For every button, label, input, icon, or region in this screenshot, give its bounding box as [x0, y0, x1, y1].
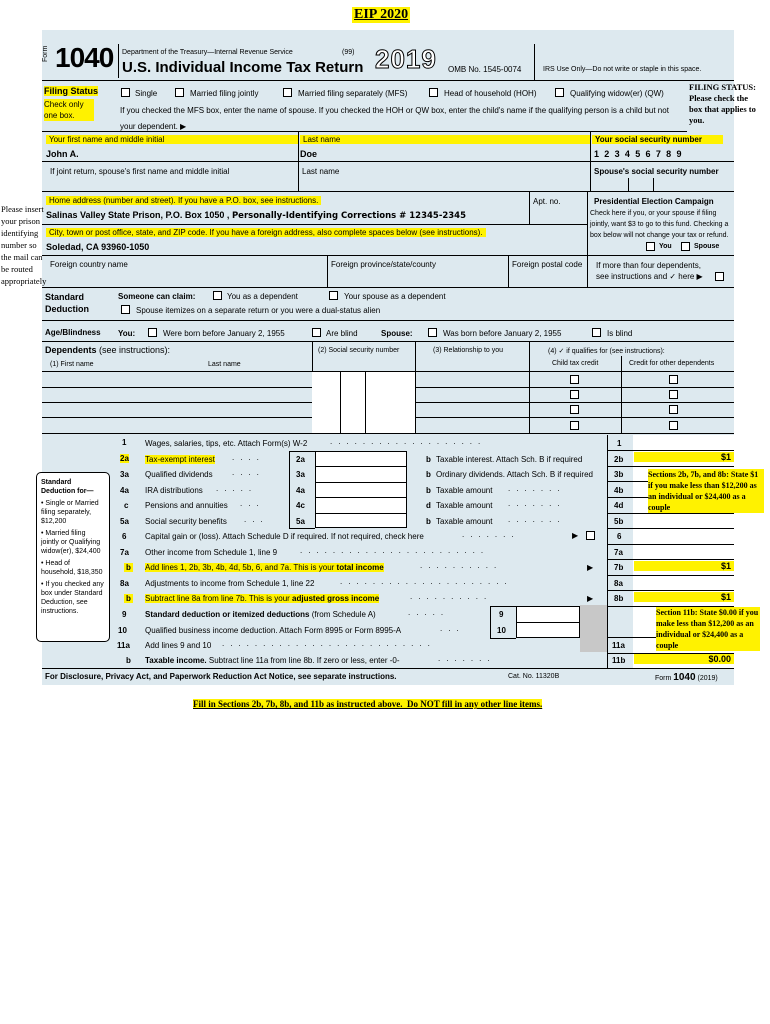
first-name-value[interactable]: John A. — [46, 149, 79, 159]
line-1-box: 1 — [617, 439, 622, 448]
spouse-blind-checkbox[interactable] — [592, 328, 601, 337]
ssn-value[interactable]: 1 2 3 4 5 6 7 8 9 — [594, 149, 683, 159]
dependent-row[interactable] — [312, 372, 415, 433]
last-name-value[interactable]: Doe — [300, 149, 318, 159]
line-5a-box: 5a — [296, 517, 305, 526]
line-11a-box: 11a — [612, 641, 625, 650]
home-address-value[interactable] — [46, 210, 466, 221]
line-8a-text: Adjustments to income from Schedule 1, line 22 — [145, 579, 315, 588]
line-5a-text: Social security benefits — [145, 517, 227, 526]
section-11b-note: Section 11b: State $0.00 if you make less than $12,200 as an individual or $24,400 as a couple — [656, 608, 759, 650]
line-7a-box: 7a — [614, 548, 623, 557]
married-jointly-label: Married filing jointly — [190, 89, 259, 98]
line-11a-num: 11a — [117, 641, 130, 650]
line-6-box: 6 — [617, 532, 622, 541]
filing-status-instruction: If you checked the MFS box, enter the name of spouse. If you checked the HOH or QW box, enter the child's name if the qualifying person is a child but not your dependent. ▶ — [120, 106, 669, 131]
check-only-one: Check only one box. — [44, 99, 94, 121]
line-4c-text: Pensions and annuities — [145, 501, 228, 510]
someone-can-claim: Someone can claim: — [118, 292, 196, 301]
dep3-other-credit-checkbox[interactable] — [669, 405, 678, 414]
foreign-postal-label: Foreign postal code — [512, 260, 583, 269]
irs-use-only: IRS Use Only—Do not write or staple in this space. — [543, 66, 702, 73]
bottom-instruction: Fill in Sections 2b, 7b, 8b, and 11b as instructed above. Do NOT fill in any other line items. — [193, 699, 543, 709]
line-3a-num: 3a — [120, 470, 129, 479]
line-11a-text: Add lines 9 and 10 — [145, 641, 212, 650]
line-4a-num: 4a — [120, 486, 129, 495]
campaign-spouse-label: Spouse — [694, 243, 720, 250]
line-8b-box: 8b — [614, 594, 624, 603]
sidebox-item: • Married filing jointly or Qualifying widow(er), $24,400 — [41, 530, 101, 555]
joint-last-name-label: Last name — [302, 167, 340, 176]
married-jointly-checkbox[interactable] — [175, 88, 184, 97]
dep2-child-credit-checkbox[interactable] — [570, 390, 579, 399]
dep1-child-credit-checkbox[interactable] — [570, 375, 579, 384]
line-4d-box: 4d — [614, 501, 624, 510]
line-2a-box: 2a — [296, 455, 305, 464]
line-6-num: 6 — [122, 532, 127, 541]
form-title: U.S. Individual Income Tax Return — [122, 59, 364, 76]
you-born-label: Were born before January 2, 1955 — [163, 329, 285, 338]
line-5a-num: 5a — [120, 517, 129, 526]
line-4b-text: Taxable amount — [436, 486, 493, 495]
foreign-country-label: Foreign country name — [50, 260, 128, 269]
line-10-num: 10 — [118, 626, 127, 635]
spouse-ssn-label: Spouse's social security number — [594, 167, 719, 176]
filing-status-note: FILING STATUS: Please check the box that applies to you. — [689, 82, 756, 125]
line-2b-box: 2b — [614, 455, 624, 464]
line-7a-text: Other income from Schedule 1, line 9 — [145, 548, 278, 557]
line-2b-num: b — [426, 455, 431, 464]
line-1-field[interactable] — [634, 436, 734, 450]
campaign-title: Presidential Election Campaign — [594, 197, 714, 206]
line-5b-box: 5b — [614, 517, 624, 526]
spouse-born-label: Was born before January 2, 1955 — [443, 329, 562, 338]
single-checkbox[interactable] — [121, 88, 130, 97]
line-4a-text: IRA distributions — [145, 486, 203, 495]
spouse-dependent-checkbox[interactable] — [329, 291, 338, 300]
line-1-text: Wages, salaries, tips, etc. Attach Form(s) W-2 — [145, 439, 308, 448]
campaign-you-checkbox[interactable] — [646, 242, 655, 251]
line-10-text: Qualified business income deduction. Attach Form 8995 or Form 8995-A — [145, 626, 402, 635]
more-dependents-note: If more than four dependents, see instructions and ✓ here ▶ — [596, 261, 703, 281]
campaign-spouse-checkbox[interactable] — [681, 242, 690, 251]
dep1-other-credit-checkbox[interactable] — [669, 375, 678, 384]
age-blindness-label: Age/Blindness — [45, 328, 101, 337]
line-2b-text: Taxable interest. Attach Sch. B if required — [436, 455, 583, 464]
line-8b-desc: Subtract line 8a from line 7b. This is your — [145, 594, 293, 603]
line-7b-text — [145, 563, 384, 572]
line-4b-box: 4b — [614, 486, 624, 495]
line-9-text — [145, 610, 376, 619]
line-9-bold: Standard deduction or itemized deductions — [145, 610, 310, 619]
line-8b-bold: adjusted gross income — [292, 594, 380, 603]
line-8b-num: b — [126, 594, 131, 603]
dep-qualifies-header: (4) ✓ if qualifies for (see instructions): — [548, 348, 665, 355]
line-11b-text — [145, 656, 399, 665]
line-4d-text: Taxable amount — [436, 501, 493, 510]
dep-first-name-header: (1) First name — [50, 361, 94, 368]
line-11b-box: 11b — [612, 656, 626, 665]
line-6-checkbox[interactable] — [586, 531, 595, 540]
line-2a-num: 2a — [120, 454, 129, 463]
foreign-province-label: Foreign province/state/county — [331, 260, 436, 269]
you-blind-checkbox[interactable] — [312, 328, 321, 337]
line-11b-desc: Subtract line 11a from line 8b. If zero or less, enter -0- — [206, 656, 400, 665]
line-9-box: 9 — [499, 610, 504, 619]
line-4a-box: 4a — [296, 486, 305, 495]
line-7b-bold: total income — [336, 563, 384, 572]
catalog-number: Cat. No. 11320B — [508, 673, 560, 680]
sidebox-item: • Head of household, $18,350 — [41, 560, 103, 576]
line-7b-arrow: ▶ — [587, 563, 594, 572]
spouse-born-checkbox[interactable] — [428, 328, 437, 337]
dep-other-credit-header: Credit for other dependents — [629, 360, 715, 367]
line-7b-desc: Add lines 1, 2b, 3b, 4b, 4d, 5b, 6, and 7a. This is your — [145, 563, 337, 572]
apt-label: Apt. no. — [533, 197, 561, 206]
footer-form — [655, 672, 718, 683]
line-11b-bold: Taxable income. — [145, 656, 207, 665]
line-3b-text: Ordinary dividends. Attach Sch. B if required — [436, 470, 593, 479]
line-8a-box: 8a — [614, 579, 623, 588]
line-8b-value[interactable]: $1 — [634, 592, 734, 602]
line-9-num: 9 — [122, 610, 127, 619]
line-8a-num: 8a — [120, 579, 129, 588]
head-of-household-label: Head of household (HOH) — [444, 89, 537, 98]
sections-note: Sections 2b, 7b, and 8b: State $1 if you make less than $12,200 as an individual or $24,400 as a couple — [648, 469, 764, 513]
dep-child-credit-header: Child tax credit — [552, 360, 599, 367]
line-3a-text: Qualified dividends — [145, 470, 213, 479]
footer-form-label: Form — [655, 675, 672, 682]
form-word: Form — [42, 45, 49, 62]
line-8b-text — [145, 594, 379, 603]
dep-relationship-header: (3) Relationship to you — [433, 347, 504, 354]
disclosure-notice: For Disclosure, Privacy Act, and Paperwork Reduction Act Notice, see separate instructions. — [45, 672, 397, 681]
line-9-suffix: (from Schedule A) — [309, 610, 376, 619]
dep2-other-credit-checkbox[interactable] — [669, 390, 678, 399]
sidebox-item: • Single or Married filing separately, $12,200 — [41, 500, 99, 525]
you-dependent-checkbox[interactable] — [213, 291, 222, 300]
line-11b-value[interactable]: $0.00 — [634, 654, 734, 664]
line-2a-text: Tax-exempt interest — [145, 455, 215, 464]
line-11b-num: b — [126, 656, 131, 665]
line-6-text: Capital gain or (loss). Attach Schedule D if required. If not required, check here — [145, 532, 424, 541]
standard-deduction-label: Standard Deduction — [45, 292, 89, 314]
married-separately-label: Married filing separately (MFS) — [298, 89, 408, 98]
single-label: Single — [135, 89, 158, 98]
married-separately-checkbox[interactable] — [283, 88, 292, 97]
you-born-checkbox[interactable] — [148, 328, 157, 337]
line-7b-box: 7b — [614, 563, 624, 572]
spouse-dependent-label: Your spouse as a dependent — [344, 292, 446, 301]
line-8b-arrow: ▶ — [587, 594, 594, 603]
line-3a-box: 3a — [296, 470, 305, 479]
head-of-household-checkbox[interactable] — [429, 88, 438, 97]
spouse-itemizes-checkbox[interactable] — [121, 305, 130, 314]
ssn-label: Your social security number — [592, 135, 723, 144]
spouse-itemizes-label: Spouse itemizes on a separate return or you were a dual-status alien — [136, 306, 381, 315]
dependents-title: Dependents — [45, 345, 97, 355]
dep4-other-credit-checkbox[interactable] — [669, 421, 678, 430]
line-2b-value[interactable]: $1 — [634, 452, 734, 462]
sidebox-title: Standard Deduction for— — [41, 479, 94, 495]
line-10-box: 10 — [497, 626, 506, 635]
line-5b-text: Taxable amount — [436, 517, 493, 526]
campaign-text: Check here if you, or your spouse if filing jointly, want $3 to go to this fund. Checking a box below will not change your tax or refund. — [590, 210, 729, 239]
sidebox-item: • If you checked any box under Standard Deduction, see instructions. — [41, 581, 104, 615]
dep3-child-credit-checkbox[interactable] — [570, 405, 579, 414]
corrections-number: Personally-Identifying Corrections # 12345-2345 — [231, 211, 466, 221]
home-address-text: Salinas Valley State Prison, P.O. Box 1050 , — [46, 210, 230, 220]
prison-number-note: Please insert your prison identifying number so the mail can be routed appropriately — [1, 204, 47, 286]
dependents-label — [45, 345, 170, 355]
line-1-num: 1 — [122, 438, 127, 447]
dep-ssn-header: (2) Social security number — [318, 347, 400, 354]
page-title: EIP 2020 — [354, 7, 409, 22]
footer-form-number: 1040 — [673, 672, 696, 683]
line-4d-num: d — [426, 501, 431, 510]
line-3b-num: b — [426, 470, 431, 479]
qualifying-widow-checkbox[interactable] — [555, 88, 564, 97]
filing-status-label: Filing Status — [44, 86, 98, 96]
omb-number: OMB No. 1545-0074 — [448, 65, 522, 74]
first-name-label: Your first name and middle initial — [46, 135, 299, 144]
standard-deduction-sidebox — [36, 472, 110, 642]
line-7a-num: 7a — [120, 548, 129, 557]
line-7b-num: b — [126, 563, 131, 572]
line-7b-value[interactable]: $1 — [634, 561, 734, 571]
city-value[interactable]: Soledad, CA 93960-1050 — [46, 242, 150, 252]
line-4b-num: b — [426, 486, 431, 495]
last-name-label: Last name — [300, 135, 591, 144]
qualifying-widow-label: Qualifying widow(er) (QW) — [570, 89, 664, 98]
city-label: City, town or post office, state, and ZIP code. If you have a foreign address, also complete spaces below (see instructions). — [46, 228, 486, 237]
you-dependent-label: You as a dependent — [227, 292, 298, 301]
agency-name: Department of the Treasury—Internal Revenue Service — [122, 49, 293, 56]
footer-form-year: (2019) — [697, 675, 718, 682]
form-code: (99) — [342, 49, 355, 56]
age-spouse-label: Spouse: — [381, 329, 413, 338]
campaign-you-label: You — [659, 243, 672, 250]
dependents-suffix: (see instructions): — [99, 345, 171, 355]
you-blind-label: Are blind — [326, 329, 358, 338]
joint-first-name-label: If joint return, spouse's first name and middle initial — [50, 167, 230, 176]
dep4-child-credit-checkbox[interactable] — [570, 421, 579, 430]
spouse-blind-label: Is blind — [607, 329, 633, 338]
line-3b-box: 3b — [614, 470, 624, 479]
more-dependents-checkbox[interactable] — [715, 272, 724, 281]
form-number: 1040 — [55, 42, 114, 73]
line-6-arrow: ▶ — [572, 531, 579, 540]
tax-year: 2019 — [375, 44, 437, 74]
home-address-label: Home address (number and street). If you have a P.O. box, see instructions. — [46, 196, 321, 205]
line-4c-box: 4c — [296, 501, 305, 510]
line-5b-num: b — [426, 517, 431, 526]
dep-last-name-header: Last name — [208, 361, 241, 368]
age-you-label: You: — [118, 329, 136, 338]
line-4c-num: c — [124, 501, 129, 510]
